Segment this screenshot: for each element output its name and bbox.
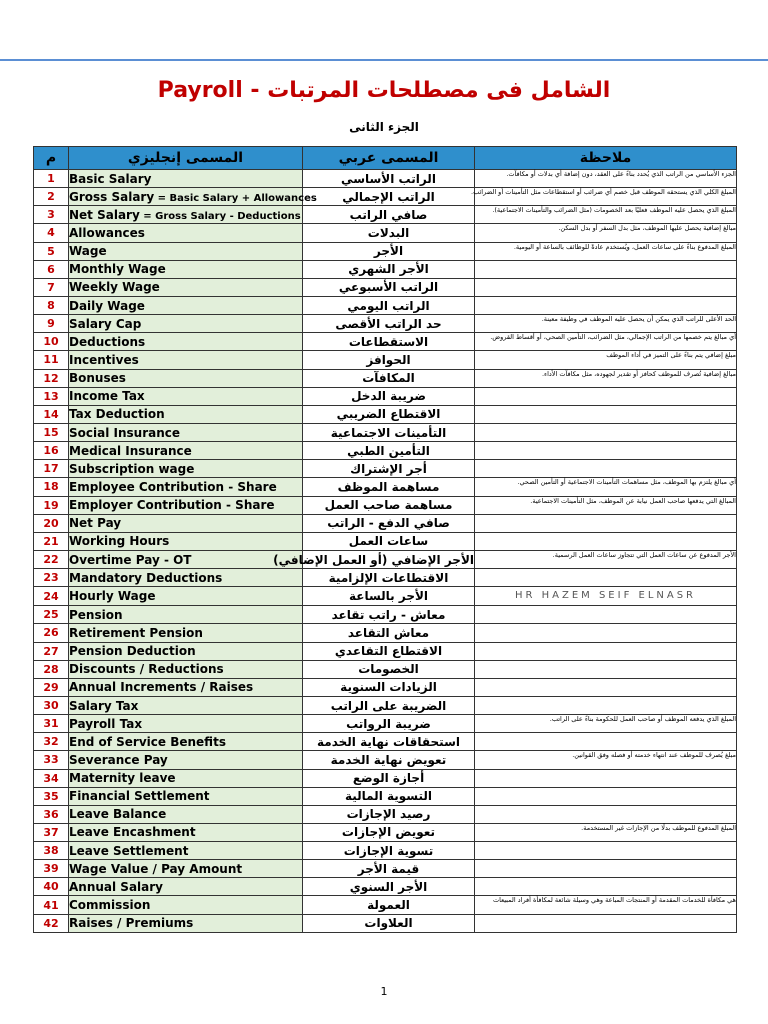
english-term: Discounts / Reductions [69, 662, 224, 677]
english-term-cell [69, 369, 303, 387]
arabic-term: العلاوات [303, 914, 475, 932]
arabic-term: صافي الراتب [303, 206, 475, 224]
row-number: 7 [34, 278, 69, 296]
english-term-cell [69, 823, 303, 841]
row-number: 27 [34, 642, 69, 660]
table-row [34, 805, 737, 823]
table-row [34, 405, 737, 423]
english-term: Medical Insurance [69, 443, 192, 458]
row-number: 17 [34, 460, 69, 478]
table-row [34, 569, 737, 587]
table-row [34, 878, 737, 896]
table-row [34, 696, 737, 714]
row-number: 16 [34, 442, 69, 460]
row-number: 6 [34, 260, 69, 278]
row-number: 1 [34, 170, 69, 188]
arabic-term: تعويض نهاية الخدمة [303, 751, 475, 769]
english-term: Employee Contribution - Share [69, 479, 277, 494]
row-number: 40 [34, 878, 69, 896]
english-term: Subscription wage [69, 461, 195, 476]
table-row [34, 315, 737, 333]
english-term: Allowances [69, 225, 145, 240]
english-term: Hourly Wage [69, 589, 156, 604]
english-term-cell [69, 642, 303, 660]
document-subtitle: الجزء الثانى [349, 120, 419, 134]
table-row [34, 496, 737, 514]
english-term-cell [69, 550, 303, 568]
arabic-term: التسوية المالية [303, 787, 475, 805]
row-number: 15 [34, 423, 69, 441]
note-cell: الأجر المدفوع عن ساعات العمل التي تتجاوز ساعات العمل الرسمية. [475, 550, 737, 568]
table-row [34, 715, 737, 733]
note-cell [475, 405, 737, 423]
english-term-cell [69, 532, 303, 550]
english-term: Employer Contribution - Share [69, 498, 275, 513]
english-term-cell [69, 442, 303, 460]
english-term-cell [69, 260, 303, 278]
author-watermark: HR HAZEM SEIF ELNASR [514, 590, 697, 602]
row-number: 5 [34, 242, 69, 260]
row-number: 26 [34, 624, 69, 642]
english-term: Wage [69, 244, 107, 259]
arabic-term: الاقتطاع الضريبي [303, 405, 475, 423]
table-row [34, 532, 737, 550]
table-row [34, 423, 737, 441]
table-row [34, 333, 737, 351]
row-number: 24 [34, 587, 69, 606]
english-term-cell [69, 224, 303, 242]
row-number: 21 [34, 532, 69, 550]
english-term-cell [69, 242, 303, 260]
table-row [34, 842, 737, 860]
row-number: 35 [34, 787, 69, 805]
row-number: 23 [34, 569, 69, 587]
english-term-cell [69, 805, 303, 823]
english-term: Financial Settlement [69, 789, 210, 804]
arabic-term: تسوية الإجازات [303, 842, 475, 860]
arabic-term: معاش التقاعد [303, 624, 475, 642]
note-cell: مبالغ إضافية يحصل عليها الموظف، مثل بدل السفر أو بدل السكن. [475, 224, 737, 242]
row-number: 20 [34, 514, 69, 532]
english-term: Wage Value / Pay Amount [69, 861, 243, 876]
english-term-cell [69, 333, 303, 351]
arabic-term: العمولة [303, 896, 475, 914]
english-term: Monthly Wage [69, 262, 166, 277]
note-cell [475, 606, 737, 624]
arabic-term: أجر الإشتراك [303, 460, 475, 478]
table-row [34, 896, 737, 914]
english-term-cell [69, 787, 303, 805]
row-number: 37 [34, 823, 69, 841]
english-term: Salary Tax [69, 698, 139, 713]
row-number: 29 [34, 678, 69, 696]
english-term-cell [69, 660, 303, 678]
english-term-cell [69, 842, 303, 860]
row-number: 10 [34, 333, 69, 351]
english-term: Salary Cap [69, 316, 142, 331]
arabic-term: الأجر بالساعة [303, 587, 475, 606]
table-row [34, 242, 737, 260]
english-term-cell [69, 569, 303, 587]
arabic-term: مساهمة الموظف [303, 478, 475, 496]
note-cell [475, 914, 737, 932]
note-cell [475, 296, 737, 314]
english-term-cell [69, 423, 303, 441]
note-cell [475, 532, 737, 550]
note-cell [475, 569, 737, 587]
english-term-cell [69, 206, 303, 224]
english-term: Severance Pay [69, 752, 168, 767]
note-cell: المبالغ التي يدفعها صاحب العمل نيابة عن الموظف، مثل التأمينات الاجتماعية. [475, 496, 737, 514]
table-row [34, 514, 737, 532]
table-header-row [34, 147, 737, 170]
arabic-term: تعويض الإجازات [303, 823, 475, 841]
row-number: 36 [34, 805, 69, 823]
row-number: 41 [34, 896, 69, 914]
note-cell [475, 842, 737, 860]
table-row [34, 550, 737, 568]
english-term: Mandatory Deductions [69, 570, 223, 585]
table-row [34, 296, 737, 314]
note-cell [475, 514, 737, 532]
note-cell: أي مبالغ يلتزم بها الموظف، مثل مساهمات التأمينات الاجتماعية أو التأمين الصحي. [475, 478, 737, 496]
english-term-cell [69, 914, 303, 932]
arabic-term: التأمينات الاجتماعية [303, 423, 475, 441]
note-cell [475, 878, 737, 896]
english-term-cell [69, 188, 317, 206]
table-row [34, 769, 737, 787]
arabic-term: الاقتطاع التقاعدي [303, 642, 475, 660]
english-term-cell [69, 351, 303, 369]
table-row [34, 823, 737, 841]
column-header-note: ملاحظة [475, 147, 737, 170]
column-header-num: م [34, 147, 69, 170]
table-row [34, 260, 737, 278]
arabic-term: الاستقطاعات [303, 333, 475, 351]
english-term-cell [69, 514, 303, 532]
note-cell [475, 587, 737, 606]
english-term: Commission [69, 898, 151, 913]
note-cell: هي مكافأة للخدمات المقدمة أو المنتجات المباعة وهي وسيلة شائعة لمكافأة أفراد المبيعات [475, 896, 737, 914]
arabic-term: الاقتطاعات الإلزامية [303, 569, 475, 587]
row-number: 11 [34, 351, 69, 369]
arabic-term: الزيادات السنوية [303, 678, 475, 696]
row-number: 3 [34, 206, 69, 224]
english-term: Payroll Tax [69, 716, 143, 731]
table-row [34, 351, 737, 369]
english-term: Gross Salary [69, 189, 155, 204]
table-row [34, 460, 737, 478]
table-row [34, 387, 737, 405]
note-cell [475, 387, 737, 405]
note-cell [475, 696, 737, 714]
payroll-terms-table [33, 146, 737, 933]
note-cell [475, 423, 737, 441]
note-cell [475, 805, 737, 823]
note-cell: المبلغ المدفوع للموظف بدلًا من الإجازات غير المستخدمة. [475, 823, 737, 841]
english-term-formula: = Gross Salary - Deductions [139, 210, 301, 222]
english-term-cell [69, 496, 303, 514]
arabic-term: رصيد الإجازات [303, 805, 475, 823]
english-term-cell [69, 606, 303, 624]
note-cell [475, 678, 737, 696]
english-term: Bonuses [69, 371, 126, 386]
arabic-term: الراتب الأسبوعي [303, 278, 475, 296]
header-rule [0, 59, 768, 61]
row-number: 12 [34, 369, 69, 387]
row-number: 18 [34, 478, 69, 496]
english-term-cell [69, 860, 303, 878]
english-term: Annual Salary [69, 879, 163, 894]
arabic-term: الأجر [303, 242, 475, 260]
table-row [34, 369, 737, 387]
page-number: 1 [380, 985, 388, 998]
note-cell [475, 278, 737, 296]
note-cell [475, 769, 737, 787]
note-cell: المبلغ الكلي الذي يستحقه الموظف قبل خصم أي ضرائب أو استقطاعات مثل التأمينات أو الضرائب. [475, 188, 737, 206]
note-cell: المبلغ الذي يحصل عليه الموظف فعليًا بعد الخصومات (مثل الضرائب والتأمينات الاجتماعية). [475, 206, 737, 224]
row-number: 19 [34, 496, 69, 514]
row-number: 33 [34, 751, 69, 769]
note-cell: مبلغ يُصرف للموظف عند انتهاء خدمته أو فصله وفق القوانين. [475, 751, 737, 769]
table-row [34, 606, 737, 624]
note-cell: الجزء الأساسي من الراتب الذي يُحدد بناءً على العقد، دون إضافة أي بدلات أو مكافآت. [475, 170, 737, 188]
table-row [34, 278, 737, 296]
english-term-cell [69, 387, 303, 405]
arabic-term: الخصومات [303, 660, 475, 678]
arabic-term: الحوافز [303, 351, 475, 369]
arabic-term: التأمين الطبي [303, 442, 475, 460]
english-term-cell [69, 896, 303, 914]
row-number: 2 [34, 188, 69, 206]
note-cell: أي مبالغ يتم خصمها من الراتب الإجمالي، مثل الضرائب، التأمين الصحي، أو أقساط القروض. [475, 333, 737, 351]
english-term-cell [69, 715, 303, 733]
english-term: Incentives [69, 352, 139, 367]
note-cell: الحد الأعلى للراتب الذي يمكن أن يحصل عليه الموظف في وظيفة معينة. [475, 315, 737, 333]
arabic-term: الأجر الإضافي (أو العمل الإضافي) [303, 550, 475, 568]
arabic-term: استحقاقات نهاية الخدمة [303, 733, 475, 751]
row-number: 25 [34, 606, 69, 624]
table-row [34, 224, 737, 242]
english-term-cell [69, 460, 303, 478]
row-number: 32 [34, 733, 69, 751]
table-row [34, 678, 737, 696]
english-term: Social Insurance [69, 425, 181, 440]
english-term: Net Pay [69, 516, 122, 531]
row-number: 8 [34, 296, 69, 314]
row-number: 4 [34, 224, 69, 242]
english-term-cell [69, 696, 303, 714]
english-term-cell [69, 478, 303, 496]
note-cell [475, 642, 737, 660]
english-term-cell [69, 733, 303, 751]
table-row [34, 914, 737, 932]
note-cell [475, 442, 737, 460]
note-cell [475, 460, 737, 478]
row-number: 28 [34, 660, 69, 678]
table-row [34, 206, 737, 224]
table-row [34, 587, 737, 606]
english-term: Retirement Pension [69, 625, 203, 640]
english-term-cell [69, 751, 303, 769]
table-row [34, 733, 737, 751]
row-number: 31 [34, 715, 69, 733]
arabic-term: ضريبة الرواتب [303, 715, 475, 733]
english-term: Net Salary [69, 207, 140, 222]
row-number: 9 [34, 315, 69, 333]
row-number: 34 [34, 769, 69, 787]
english-term: Weekly Wage [69, 280, 160, 295]
table-row [34, 624, 737, 642]
english-term: Tax Deduction [69, 407, 165, 422]
english-term-formula: = Basic Salary + Allowances [154, 192, 317, 204]
english-term: Income Tax [69, 389, 145, 404]
row-number: 30 [34, 696, 69, 714]
note-cell: المبلغ الذي يدفعه الموظف أو صاحب العمل للحكومة بناءً على الراتب. [475, 715, 737, 733]
arabic-term: أجازة الوضع [303, 769, 475, 787]
arabic-term: المكافآت [303, 369, 475, 387]
note-cell [475, 660, 737, 678]
row-number: 13 [34, 387, 69, 405]
table-row [34, 751, 737, 769]
english-term: Working Hours [69, 534, 170, 549]
document-title: الشامل فى مصطلحات المرتبات - Payroll [157, 78, 611, 103]
note-cell: مبلغ إضافي يتم بناءً على التميز في أداء الموظف [475, 351, 737, 369]
arabic-term: الراتب الإجمالي [303, 188, 475, 206]
arabic-term: الراتب الأساسي [303, 170, 475, 188]
english-term: Daily Wage [69, 298, 145, 313]
english-term: Leave Balance [69, 807, 167, 822]
note-cell [475, 260, 737, 278]
arabic-term: ساعات العمل [303, 532, 475, 550]
table-row [34, 642, 737, 660]
note-cell [475, 860, 737, 878]
table-row [34, 478, 737, 496]
row-number: 22 [34, 550, 69, 568]
note-cell [475, 733, 737, 751]
note-cell: مبالغ إضافية تُصرف للموظف كحافز أو تقدير لجهوده، مثل مكافآت الأداء. [475, 369, 737, 387]
table-row [34, 170, 737, 188]
note-cell [475, 787, 737, 805]
english-term: Overtime Pay - OT [69, 552, 192, 567]
english-term: Maternity leave [69, 771, 176, 786]
arabic-term: الضريبة على الراتب [303, 696, 475, 714]
english-term-cell [69, 624, 303, 642]
english-term-cell [69, 315, 303, 333]
arabic-term: الراتب اليومي [303, 296, 475, 314]
english-term-cell [69, 278, 303, 296]
english-term-cell [69, 678, 303, 696]
arabic-term: معاش - راتب تقاعد [303, 606, 475, 624]
english-term-cell [69, 587, 303, 606]
column-header-arabic: المسمى عربي [303, 147, 475, 170]
english-term: Annual Increments / Raises [69, 680, 254, 695]
note-cell: المبلغ المدفوع بناءً على ساعات العمل، ويُستخدم عادةً للوظائف بالساعة أو اليومية. [475, 242, 737, 260]
english-term: End of Service Benefits [69, 734, 226, 749]
arabic-term: البدلات [303, 224, 475, 242]
table-row [34, 860, 737, 878]
row-number: 42 [34, 914, 69, 932]
arabic-term: مساهمة صاحب العمل [303, 496, 475, 514]
arabic-term: حد الراتب الأقصى [303, 315, 475, 333]
row-number: 38 [34, 842, 69, 860]
arabic-term: الأجر السنوي [303, 878, 475, 896]
english-term-cell [69, 769, 303, 787]
english-term-cell [69, 170, 303, 188]
arabic-term: ضريبة الدخل [303, 387, 475, 405]
table-row [34, 787, 737, 805]
english-term: Leave Encashment [69, 825, 196, 840]
arabic-term: صافي الدفع - الراتب [303, 514, 475, 532]
row-number: 14 [34, 405, 69, 423]
english-term-cell [69, 878, 303, 896]
arabic-term: الأجر الشهري [303, 260, 475, 278]
arabic-term: قيمة الأجر [303, 860, 475, 878]
english-term-cell [69, 405, 303, 423]
note-cell [475, 624, 737, 642]
english-term-cell [69, 296, 303, 314]
table-row [34, 442, 737, 460]
table-row [34, 188, 737, 206]
english-term: Pension Deduction [69, 644, 196, 659]
row-number: 39 [34, 860, 69, 878]
english-term: Pension [69, 607, 123, 622]
english-term: Leave Settlement [69, 843, 189, 858]
english-term: Basic Salary [69, 171, 152, 186]
column-header-english: المسمى إنجليزي [69, 147, 303, 170]
english-term: Raises / Premiums [69, 916, 194, 931]
english-term: Deductions [69, 334, 146, 349]
table-row [34, 660, 737, 678]
